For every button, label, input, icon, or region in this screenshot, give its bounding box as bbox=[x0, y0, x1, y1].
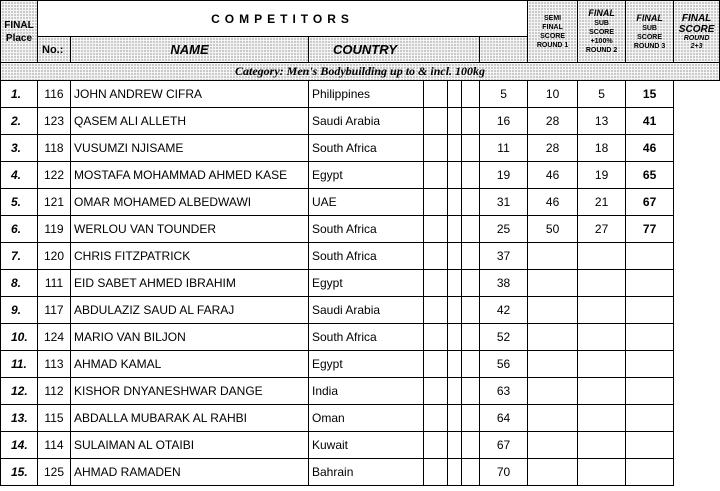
country-cell: South Africa bbox=[309, 243, 424, 270]
judge-blank-cell bbox=[424, 108, 448, 135]
judge-blank-cell bbox=[462, 81, 480, 108]
country-cell: Saudi Arabia bbox=[309, 297, 424, 324]
number-cell: 124 bbox=[38, 324, 71, 351]
number-cell: 113 bbox=[38, 351, 71, 378]
country-cell: Bahrain bbox=[309, 459, 424, 486]
final-score-cell: 65 bbox=[626, 162, 674, 189]
table-row bbox=[1, 378, 720, 405]
number-cell: 114 bbox=[38, 432, 71, 459]
round1-score-cell: 63 bbox=[480, 378, 528, 405]
name-cell: JOHN ANDREW CIFRA bbox=[71, 81, 309, 108]
judge-blank-cell bbox=[448, 297, 462, 324]
place-cell: 6. bbox=[1, 216, 38, 243]
number-cell: 116 bbox=[38, 81, 71, 108]
header-final-sub-round2: FINAL SUB SCORE +100% ROUND 2 bbox=[578, 1, 626, 63]
judge-blank-cell bbox=[424, 81, 448, 108]
judge-blank-cell bbox=[424, 243, 448, 270]
judge-blank-cell bbox=[448, 324, 462, 351]
round2-score-cell: 46 bbox=[528, 162, 578, 189]
round3-score-cell bbox=[578, 351, 626, 378]
judge-blank-cell bbox=[462, 270, 480, 297]
country-cell: South Africa bbox=[309, 216, 424, 243]
number-cell: 115 bbox=[38, 405, 71, 432]
judge-blank-cell bbox=[424, 162, 448, 189]
name-cell: MOSTAFA MOHAMMAD AHMED KASE bbox=[71, 162, 309, 189]
country-cell: Egypt bbox=[309, 351, 424, 378]
table-row bbox=[1, 108, 720, 135]
judge-blank-cell bbox=[448, 459, 462, 486]
round3-score-cell: 5 bbox=[578, 81, 626, 108]
table-row bbox=[1, 189, 720, 216]
place-cell: 4. bbox=[1, 162, 38, 189]
country-cell: Oman bbox=[309, 405, 424, 432]
country-cell: Philippines bbox=[309, 81, 424, 108]
round2-score-cell bbox=[528, 297, 578, 324]
header-blank bbox=[480, 37, 528, 63]
final-score-cell bbox=[626, 324, 674, 351]
final-score-cell: 15 bbox=[626, 81, 674, 108]
place-cell: 10. bbox=[1, 324, 38, 351]
name-cell: CHRIS FITZPATRICK bbox=[71, 243, 309, 270]
category-banner: Category: Men's Bodybuilding up to & incl. 100kg bbox=[1, 63, 720, 81]
name-cell: AHMAD RAMADEN bbox=[71, 459, 309, 486]
judge-blank-cell bbox=[462, 108, 480, 135]
name-cell: AHMAD KAMAL bbox=[71, 351, 309, 378]
country-cell: Kuwait bbox=[309, 432, 424, 459]
round2-score-cell bbox=[528, 324, 578, 351]
country-cell: India bbox=[309, 378, 424, 405]
round3-score-cell bbox=[578, 297, 626, 324]
judge-blank-cell bbox=[424, 432, 448, 459]
judge-blank-cell bbox=[448, 189, 462, 216]
round1-score-cell: 52 bbox=[480, 324, 528, 351]
judge-blank-cell bbox=[424, 270, 448, 297]
country-cell: Egypt bbox=[309, 270, 424, 297]
judge-blank-cell bbox=[424, 297, 448, 324]
final-score-cell bbox=[626, 459, 674, 486]
round3-score-cell: 21 bbox=[578, 189, 626, 216]
name-cell: ABDALLA MUBARAK AL RAHBI bbox=[71, 405, 309, 432]
name-cell: WERLOU VAN TOUNDER bbox=[71, 216, 309, 243]
header-final-place: FINAL Place bbox=[1, 1, 38, 63]
round2-score-cell bbox=[528, 378, 578, 405]
number-cell: 118 bbox=[38, 135, 71, 162]
round1-score-cell: 5 bbox=[480, 81, 528, 108]
country-cell: Egypt bbox=[309, 162, 424, 189]
round3-score-cell bbox=[578, 405, 626, 432]
table-row bbox=[1, 432, 720, 459]
round2-score-cell bbox=[528, 351, 578, 378]
judge-blank-cell bbox=[424, 351, 448, 378]
final-score-cell bbox=[626, 270, 674, 297]
final-score-cell: 46 bbox=[626, 135, 674, 162]
table-row bbox=[1, 270, 720, 297]
judge-blank-cell bbox=[462, 432, 480, 459]
round1-score-cell: 37 bbox=[480, 243, 528, 270]
table-row bbox=[1, 324, 720, 351]
country-cell: South Africa bbox=[309, 324, 424, 351]
place-cell: 15. bbox=[1, 459, 38, 486]
number-cell: 119 bbox=[38, 216, 71, 243]
judge-blank-cell bbox=[424, 459, 448, 486]
judge-blank-cell bbox=[462, 459, 480, 486]
round1-score-cell: 64 bbox=[480, 405, 528, 432]
place-cell: 12. bbox=[1, 378, 38, 405]
final-score-cell bbox=[626, 432, 674, 459]
judge-blank-cell bbox=[424, 135, 448, 162]
final-score-cell: 41 bbox=[626, 108, 674, 135]
country-cell: South Africa bbox=[309, 135, 424, 162]
judge-blank-cell bbox=[448, 378, 462, 405]
round2-score-cell: 50 bbox=[528, 216, 578, 243]
place-cell: 8. bbox=[1, 270, 38, 297]
judge-blank-cell bbox=[462, 405, 480, 432]
round2-score-cell bbox=[528, 243, 578, 270]
judge-blank-cell bbox=[424, 405, 448, 432]
country-cell: Saudi Arabia bbox=[309, 108, 424, 135]
header-semi-final-score: SEMI FINAL SCORE ROUND 1 bbox=[528, 1, 578, 63]
final-score-cell bbox=[626, 243, 674, 270]
name-cell: EID SABET AHMED IBRAHIM bbox=[71, 270, 309, 297]
round1-score-cell: 16 bbox=[480, 108, 528, 135]
number-cell: 125 bbox=[38, 459, 71, 486]
judge-blank-cell bbox=[448, 108, 462, 135]
number-cell: 121 bbox=[38, 189, 71, 216]
round1-score-cell: 56 bbox=[480, 351, 528, 378]
judge-blank-cell bbox=[462, 189, 480, 216]
round1-score-cell: 70 bbox=[480, 459, 528, 486]
round1-score-cell: 11 bbox=[480, 135, 528, 162]
judge-blank-cell bbox=[462, 351, 480, 378]
judge-blank-cell bbox=[462, 216, 480, 243]
round1-score-cell: 67 bbox=[480, 432, 528, 459]
number-cell: 117 bbox=[38, 297, 71, 324]
table-row bbox=[1, 459, 720, 486]
judge-blank-cell bbox=[424, 324, 448, 351]
place-cell: 3. bbox=[1, 135, 38, 162]
number-cell: 120 bbox=[38, 243, 71, 270]
name-cell: SULAIMAN AL OTAIBI bbox=[71, 432, 309, 459]
round3-score-cell: 13 bbox=[578, 108, 626, 135]
round3-score-cell bbox=[578, 432, 626, 459]
judge-blank-cell bbox=[462, 297, 480, 324]
round3-score-cell bbox=[578, 324, 626, 351]
judge-blank-cell bbox=[448, 243, 462, 270]
table-row bbox=[1, 351, 720, 378]
round2-score-cell: 28 bbox=[528, 108, 578, 135]
round1-score-cell: 38 bbox=[480, 270, 528, 297]
header-final-score: FINAL SCORE ROUND 2+3 bbox=[674, 1, 720, 63]
judge-blank-cell bbox=[448, 270, 462, 297]
judge-blank-cell bbox=[448, 432, 462, 459]
header-name: NAME bbox=[71, 37, 309, 63]
table-row bbox=[1, 405, 720, 432]
judge-blank-cell bbox=[448, 162, 462, 189]
table-row bbox=[1, 81, 720, 108]
judge-blank-cell bbox=[448, 216, 462, 243]
round3-score-cell: 27 bbox=[578, 216, 626, 243]
number-cell: 111 bbox=[38, 270, 71, 297]
judge-blank-cell bbox=[462, 135, 480, 162]
judge-blank-cell bbox=[448, 81, 462, 108]
header-country: COUNTRY bbox=[309, 37, 480, 63]
header-final-sub-round3: FINAL SUB SCORE ROUND 3 bbox=[626, 1, 674, 63]
table-row bbox=[1, 243, 720, 270]
round1-score-cell: 25 bbox=[480, 216, 528, 243]
name-cell: VUSUMZI NJISAME bbox=[71, 135, 309, 162]
round3-score-cell bbox=[578, 459, 626, 486]
table-row bbox=[1, 135, 720, 162]
round1-score-cell: 42 bbox=[480, 297, 528, 324]
place-cell: 1. bbox=[1, 81, 38, 108]
name-cell: MARIO VAN BILJON bbox=[71, 324, 309, 351]
place-cell: 9. bbox=[1, 297, 38, 324]
judge-blank-cell bbox=[424, 378, 448, 405]
judge-blank-cell bbox=[424, 189, 448, 216]
round2-score-cell: 46 bbox=[528, 189, 578, 216]
judge-blank-cell bbox=[448, 405, 462, 432]
round3-score-cell bbox=[578, 378, 626, 405]
place-cell: 2. bbox=[1, 108, 38, 135]
round2-score-cell: 10 bbox=[528, 81, 578, 108]
final-score-cell: 67 bbox=[626, 189, 674, 216]
round3-score-cell bbox=[578, 270, 626, 297]
round2-score-cell: 28 bbox=[528, 135, 578, 162]
name-cell: QASEM ALI ALLETH bbox=[71, 108, 309, 135]
round3-score-cell bbox=[578, 243, 626, 270]
header-competitors: COMPETITORS bbox=[38, 1, 528, 37]
number-cell: 112 bbox=[38, 378, 71, 405]
round2-score-cell bbox=[528, 432, 578, 459]
judge-blank-cell bbox=[462, 243, 480, 270]
header-no: No.: bbox=[38, 37, 71, 63]
judge-blank-cell bbox=[448, 135, 462, 162]
round2-score-cell bbox=[528, 405, 578, 432]
judge-blank-cell bbox=[462, 378, 480, 405]
name-cell: ABDULAZIZ SAUD AL FARAJ bbox=[71, 297, 309, 324]
round1-score-cell: 19 bbox=[480, 162, 528, 189]
place-cell: 13. bbox=[1, 405, 38, 432]
place-cell: 5. bbox=[1, 189, 38, 216]
final-score-cell bbox=[626, 351, 674, 378]
name-cell: KISHOR DNYANESHWAR DANGE bbox=[71, 378, 309, 405]
round1-score-cell: 31 bbox=[480, 189, 528, 216]
judge-blank-cell bbox=[462, 162, 480, 189]
final-score-cell bbox=[626, 378, 674, 405]
country-cell: UAE bbox=[309, 189, 424, 216]
place-cell: 11. bbox=[1, 351, 38, 378]
number-cell: 123 bbox=[38, 108, 71, 135]
judge-blank-cell bbox=[462, 324, 480, 351]
final-score-cell: 77 bbox=[626, 216, 674, 243]
number-cell: 122 bbox=[38, 162, 71, 189]
round2-score-cell bbox=[528, 270, 578, 297]
round2-score-cell bbox=[528, 459, 578, 486]
judge-blank-cell bbox=[424, 216, 448, 243]
table-row bbox=[1, 297, 720, 324]
final-score-cell bbox=[626, 405, 674, 432]
judge-blank-cell bbox=[448, 351, 462, 378]
name-cell: OMAR MOHAMED ALBEDWAWI bbox=[71, 189, 309, 216]
round3-score-cell: 19 bbox=[578, 162, 626, 189]
place-cell: 14. bbox=[1, 432, 38, 459]
table-row bbox=[1, 216, 720, 243]
final-score-cell bbox=[626, 297, 674, 324]
place-cell: 7. bbox=[1, 243, 38, 270]
round3-score-cell: 18 bbox=[578, 135, 626, 162]
table-row bbox=[1, 162, 720, 189]
